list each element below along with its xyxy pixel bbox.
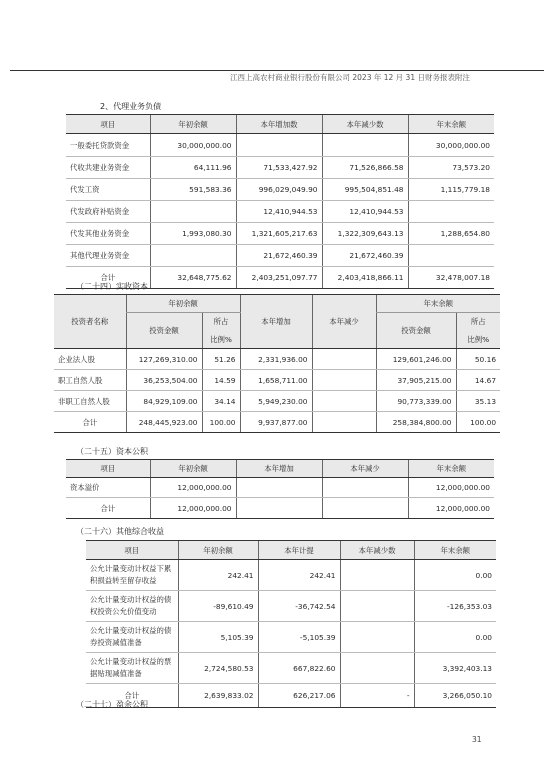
cell: 127,269,310.00: [126, 349, 202, 370]
cell: 995,504,851.48: [322, 179, 408, 201]
row-label: 一般委托贷款资金: [66, 134, 150, 157]
cell: 626,217.06: [258, 684, 340, 708]
cell: 667,822.60: [258, 653, 340, 684]
cell: [322, 478, 408, 498]
cell: 5,949,230.00: [240, 391, 312, 412]
row-label: 代发政府补贴资金: [66, 201, 150, 223]
cell: -: [340, 684, 414, 708]
column-header: 年初余额: [150, 115, 236, 134]
column-header: 投资金额: [126, 313, 202, 349]
section-title-capital-reserve: （二十五）资本公积: [76, 447, 148, 456]
column-group-header: 年末余额: [376, 295, 500, 313]
cell: 2,403,251,097.77: [236, 267, 322, 289]
header-rule: [10, 70, 544, 71]
column-header: 本年减少: [322, 460, 408, 478]
cell: 71,526,866.58: [322, 157, 408, 179]
cell: 64,111.96: [150, 157, 236, 179]
cell: 248,445,923.00: [126, 412, 202, 433]
cell: 30,000,000.00: [408, 134, 494, 157]
cell: [150, 201, 236, 223]
total-row: [66, 498, 494, 519]
table-header-row: [54, 295, 500, 313]
cell: 32,648,775.62: [150, 267, 236, 289]
cell: 258,384,800.00: [376, 412, 456, 433]
column-header: 项目: [86, 541, 178, 560]
table-row: [66, 134, 494, 157]
column-header: 本年计提: [258, 541, 340, 560]
column-header: 比例%: [456, 331, 500, 349]
row-label: 职工自然人股: [54, 370, 126, 391]
column-header: 比例%: [202, 331, 240, 349]
cell: [340, 560, 414, 591]
cell: [312, 370, 376, 391]
cell: 51.26: [202, 349, 240, 370]
column-header: 所占: [456, 313, 500, 331]
cell: 0.00: [414, 622, 496, 653]
cell: 32,478,007.18: [408, 267, 494, 289]
row-label: 代发其他业务资金: [66, 223, 150, 245]
column-header: 本年增加: [236, 460, 322, 478]
row-label: 非职工自然人股: [54, 391, 126, 412]
cell: -126,353.03: [414, 591, 496, 622]
section-title-surplus-reserve: （二十七）盈余公积: [76, 700, 148, 709]
row-label: 其他代理业务资金: [66, 245, 150, 267]
row-label: 资本溢价: [66, 478, 150, 498]
cell: 73,573.20: [408, 157, 494, 179]
cell: 71,533,427.92: [236, 157, 322, 179]
row-label: 企业法人股: [54, 349, 126, 370]
column-header: 年末余额: [408, 460, 494, 478]
table-row: [86, 653, 496, 684]
table-row: [66, 245, 494, 267]
table-row: [54, 349, 500, 370]
column-header: 项目: [66, 115, 150, 134]
table-row: [66, 478, 494, 498]
cell: 12,410,944.53: [322, 201, 408, 223]
cell: -36,742.54: [258, 591, 340, 622]
cell: [340, 653, 414, 684]
column-header: 本年减少数: [340, 541, 414, 560]
total-label: 合计: [66, 267, 150, 289]
cell: [236, 498, 322, 519]
row-label: 公允计量变动计权益的债权投资公允价值变动: [86, 591, 178, 622]
cell: 5,105.39: [178, 622, 258, 653]
cell: 21,672,460.39: [322, 245, 408, 267]
row-label: 公允计量变动计权益的票据贴现减值准备: [86, 653, 178, 684]
cell: 1,321,605,217.63: [236, 223, 322, 245]
cell: 30,000,000.00: [150, 134, 236, 157]
column-group-header: 年初余额: [126, 295, 240, 313]
cell: 100.00: [456, 412, 500, 433]
column-header: 本年减少: [312, 295, 376, 349]
cell: 9,937,877.00: [240, 412, 312, 433]
cell: 36,253,504.00: [126, 370, 202, 391]
total-label: 合计: [54, 412, 126, 433]
table-header-row: [86, 541, 496, 560]
table-row: [86, 622, 496, 653]
cell: [312, 349, 376, 370]
cell: 2,639,833.02: [178, 684, 258, 708]
table-row: [54, 391, 500, 412]
row-label: 公允计量变动计权益的债券投资减值准备: [86, 622, 178, 653]
cell: 3,392,403.13: [414, 653, 496, 684]
column-header: 年初余额: [150, 460, 236, 478]
cell: 90,773,339.00: [376, 391, 456, 412]
cell: -5,105.39: [258, 622, 340, 653]
cell: 37,905,215.00: [376, 370, 456, 391]
cell: 0.00: [414, 560, 496, 591]
cell: 1,288,654.80: [408, 223, 494, 245]
cell: 21,672,460.39: [236, 245, 322, 267]
column-header: 年末余额: [408, 115, 494, 134]
table-header-row: [66, 460, 494, 478]
table-row: [66, 223, 494, 245]
cell: 12,410,944.53: [236, 201, 322, 223]
cell: 2,403,418,866.11: [322, 267, 408, 289]
table-row: [86, 591, 496, 622]
total-label: 合计: [86, 684, 178, 708]
column-header: 年初余额: [178, 541, 258, 560]
cell: [312, 391, 376, 412]
other-comprehensive-income-table: [86, 540, 496, 708]
column-header: 年末余额: [414, 541, 496, 560]
page-header: 江西上高农村商业银行股份有限公司 2023 年 12 月 31 日财务报表附注: [230, 73, 470, 82]
cell: 591,583.36: [150, 179, 236, 201]
table-row: [54, 370, 500, 391]
cell: 1,322,309,643.13: [322, 223, 408, 245]
column-header: 项目: [66, 460, 150, 478]
paid-in-capital-table: [54, 294, 500, 433]
cell: 14.67: [456, 370, 500, 391]
table-header-row: [66, 115, 494, 134]
cell: 242.41: [178, 560, 258, 591]
cell: 84,929,109.00: [126, 391, 202, 412]
column-header: 投资金额: [376, 313, 456, 349]
column-header: 本年减少数: [322, 115, 408, 134]
cell: 1,993,080.30: [150, 223, 236, 245]
cell: 12,000,000.00: [408, 478, 494, 498]
column-header: 本年增加: [240, 295, 312, 349]
column-header: 投资者名称: [54, 295, 126, 349]
page-number: 31: [472, 735, 482, 744]
total-label: 合计: [66, 498, 150, 519]
cell: 2,724,580.53: [178, 653, 258, 684]
cell: [312, 412, 376, 433]
cell: 2,331,936.00: [240, 349, 312, 370]
column-header: 本年增加数: [236, 115, 322, 134]
section-title-other-comprehensive-income: （二十六）其他综合收益: [76, 527, 164, 536]
table-row: [66, 157, 494, 179]
section-title-agency-liabilities: 2、代理业务负债: [100, 102, 162, 111]
cell: 14.59: [202, 370, 240, 391]
table-row: [86, 560, 496, 591]
capital-reserve-table: [66, 459, 494, 519]
cell: 35.13: [456, 391, 500, 412]
cell: [236, 134, 322, 157]
cell: 50.16: [456, 349, 500, 370]
cell: 12,000,000.00: [150, 498, 236, 519]
cell: 12,000,000.00: [150, 478, 236, 498]
cell: [322, 134, 408, 157]
cell: 1,115,779.18: [408, 179, 494, 201]
row-label: 代发工资: [66, 179, 150, 201]
cell: 100.00: [202, 412, 240, 433]
total-row: [54, 412, 500, 433]
cell: 3,266,050.10: [414, 684, 496, 708]
cell: 242.41: [258, 560, 340, 591]
row-label: 代收共建业务资金: [66, 157, 150, 179]
agency-liabilities-table: [66, 114, 494, 289]
row-label: 公允计量变动计权益下累积损益转至留存收益: [86, 560, 178, 591]
cell: [322, 498, 408, 519]
column-header: 所占: [202, 313, 240, 331]
cell: [408, 245, 494, 267]
cell: 129,601,246.00: [376, 349, 456, 370]
cell: 34.14: [202, 391, 240, 412]
cell: -89,610.49: [178, 591, 258, 622]
cell: 12,000,000.00: [408, 498, 494, 519]
table-row: [66, 201, 494, 223]
cell: [150, 245, 236, 267]
cell: [340, 591, 414, 622]
cell: [340, 622, 414, 653]
section-title-paid-in-capital: （二十四）实收资本: [76, 282, 148, 291]
table-row: [66, 179, 494, 201]
cell: 996,029,049.90: [236, 179, 322, 201]
cell: [408, 201, 494, 223]
cell: 1,658,711.00: [240, 370, 312, 391]
cell: [236, 478, 322, 498]
